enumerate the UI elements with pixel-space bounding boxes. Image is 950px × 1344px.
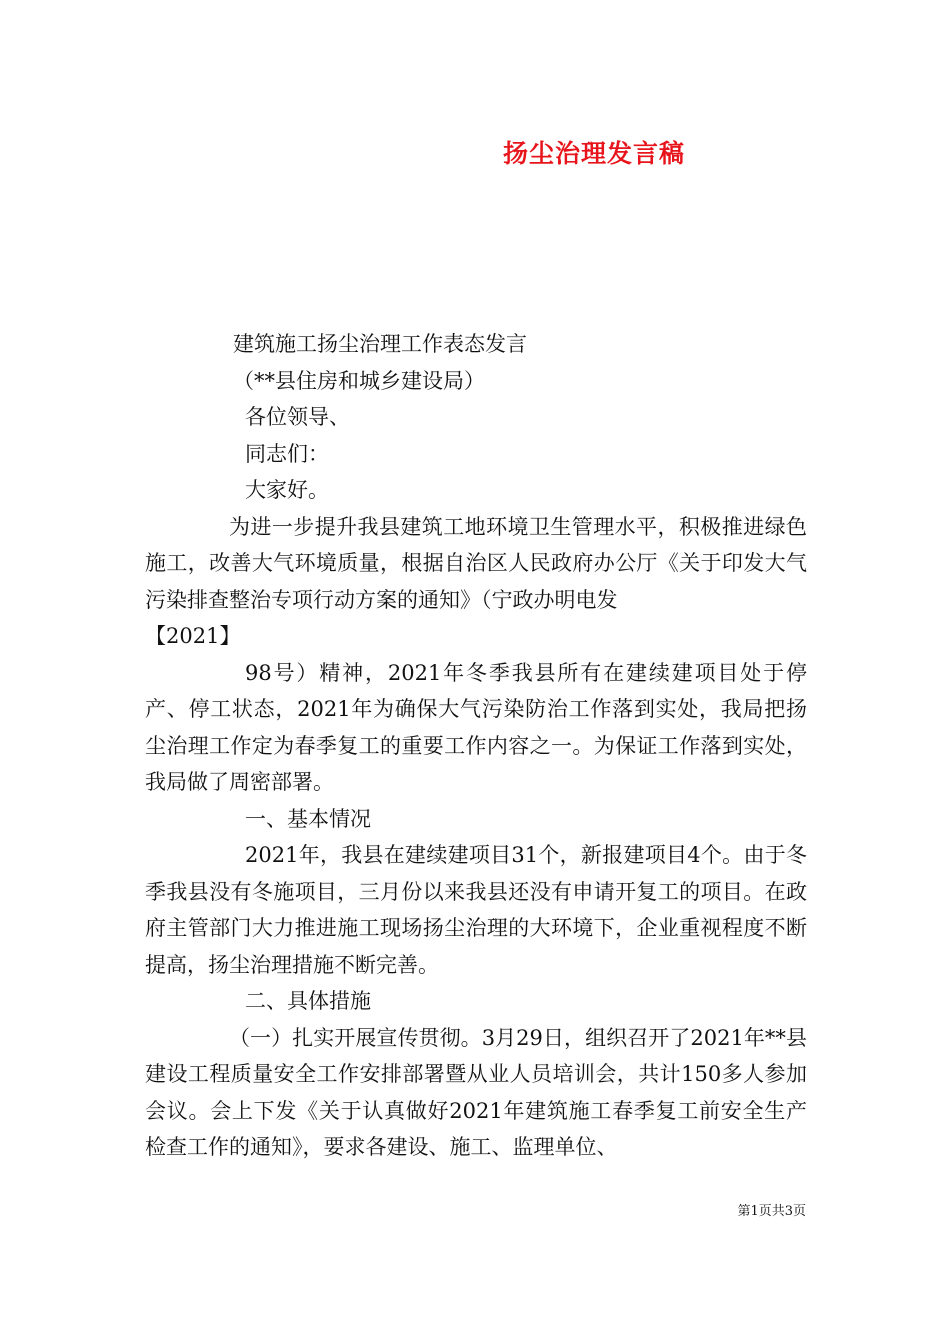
greeting: 大家好。 bbox=[245, 478, 329, 502]
organization-line: （**县住房和城乡建设局） bbox=[233, 368, 485, 393]
document-body bbox=[145, 326, 807, 1166]
salutation-leaders: 各位领导、 bbox=[245, 405, 350, 429]
salutation-comrades: 同志们： bbox=[245, 441, 329, 466]
page-footer: 第1页共3页 bbox=[737, 1204, 806, 1219]
paragraph-intro: 为进一步提升我县建筑工地环境卫生管理水平，积极推进绿色施工，改善大气环境质量，根据自治区人民政府办公厅《关于印发大气污染排查整治专项行动方案的通知》（宁政办明电发 bbox=[145, 514, 807, 612]
paragraph-year-bracket: 【2021】 bbox=[145, 624, 241, 648]
section-heading-basic: 一、基本情况 bbox=[245, 806, 371, 831]
paragraph-measures: （一）扎实开展宣传贯彻。3月29日，组织召开了2021年**县建设工程质量安全工作安排部署暨从业人员培训会，共计150多人参加会议。会上下发《关于认真做好2021年建筑施工春季复工前安全生产检查工作的通知》，要求各建设、施工、监理单位、 bbox=[145, 1025, 807, 1159]
section-heading-measures: 二、具体措施 bbox=[245, 989, 371, 1013]
paragraph-basic: 2021年，我县在建续建项目31个，新报建项目4个。由于冬季我县没有冬施项目，三月份以来我县还没有申请开复工的项目。在政府主管部门大力推进施工现场扬尘治理的大环境下，企业重视程度不断提高，扬尘治理措施不断完善。 bbox=[145, 843, 807, 977]
speech-title: 建筑施工扬尘治理工作表态发言 bbox=[233, 332, 527, 356]
document-title: 扬尘治理发言稿 bbox=[502, 139, 685, 168]
paragraph-context: 98号）精神，2021年冬季我县所有在建续建项目处于停产、停工状态，2021年为确保大气污染防治工作落到实处，我局把扬尘治理工作定为春季复工的重要工作内容之一。为保证工作落到实处，我局做了周密部署。 bbox=[145, 660, 807, 794]
